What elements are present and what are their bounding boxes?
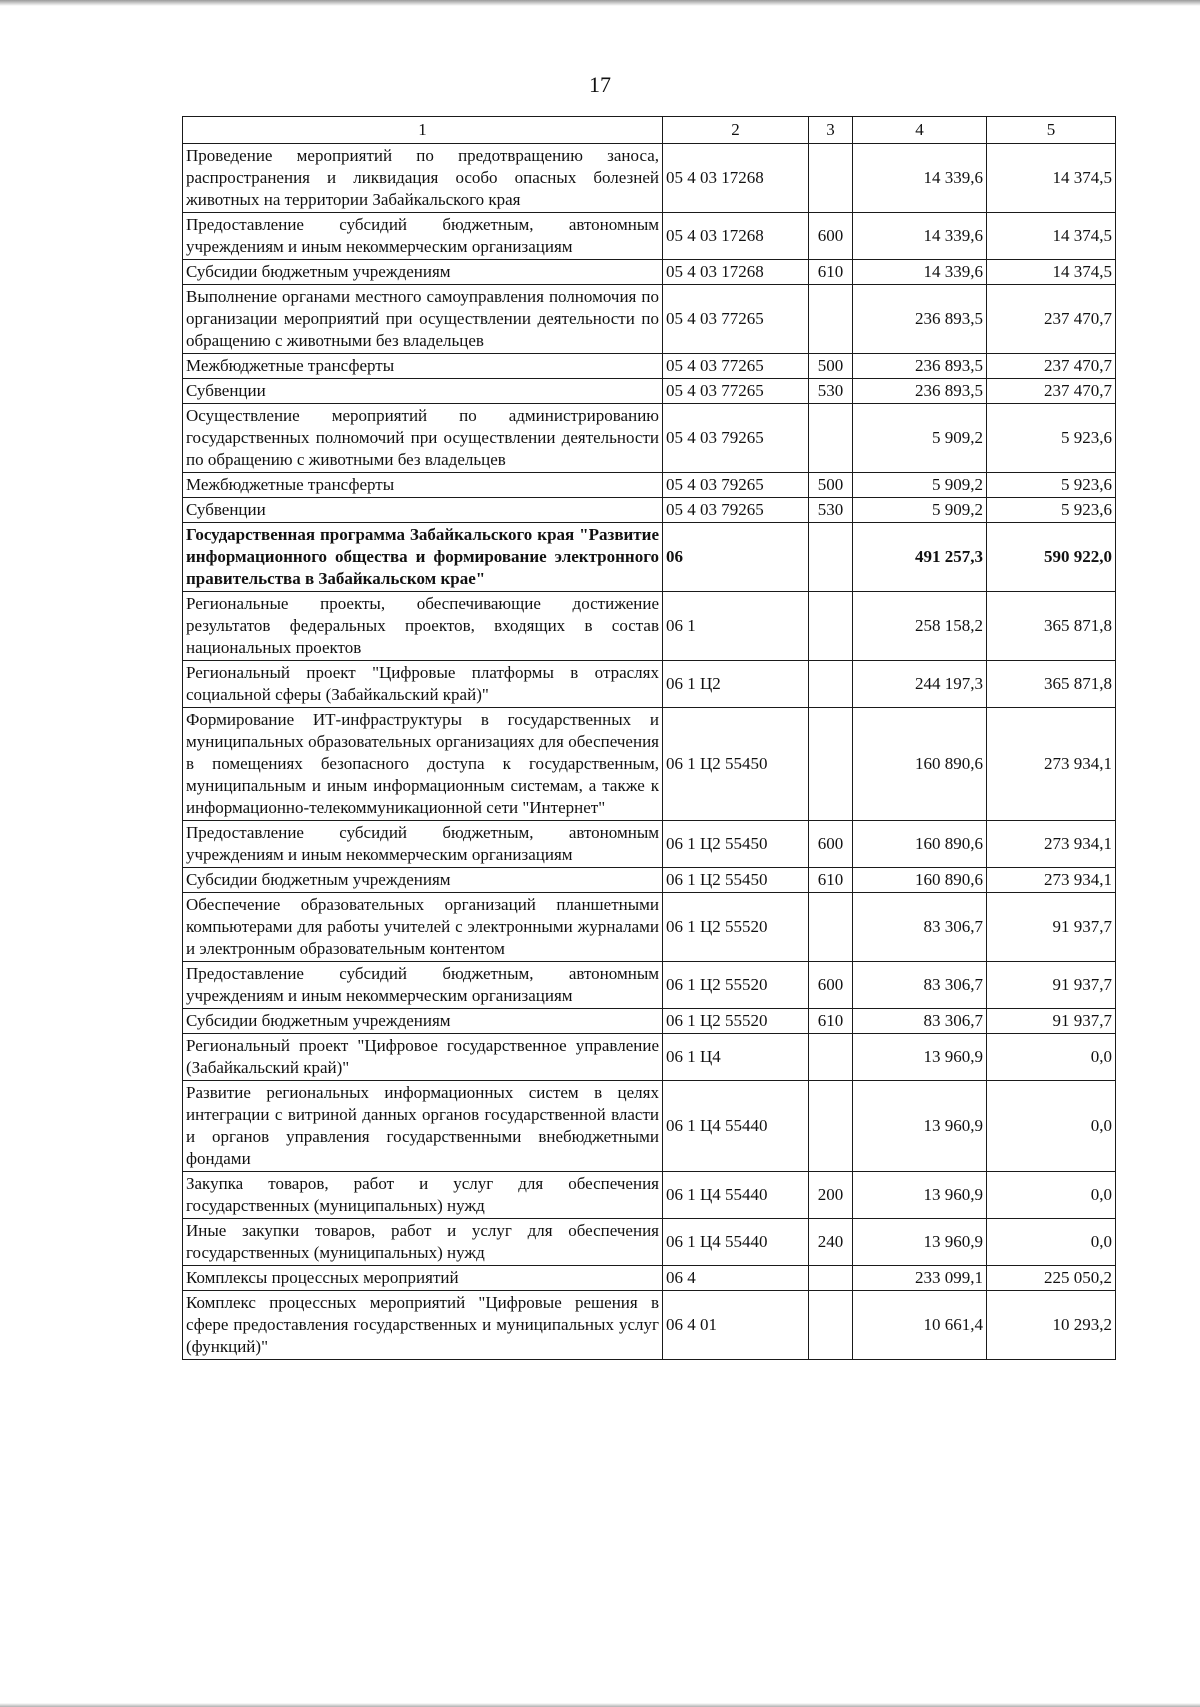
- row-value-col5-cell: 237 470,7: [987, 379, 1116, 404]
- column-header-1: 1: [183, 117, 663, 144]
- row-value-col4-cell: 233 099,1: [853, 1266, 987, 1291]
- row-name-cell: Проведение мероприятий по предотвращению заноса, распространения и ликвидация особо опасных болезней животных на территории Забайкальского края: [183, 144, 663, 213]
- table-row: [183, 1291, 1116, 1360]
- row-value-col4-cell: 14 339,6: [853, 144, 987, 213]
- table-row: [183, 1034, 1116, 1081]
- table-row: [183, 354, 1116, 379]
- row-value-col5-cell: 91 937,7: [987, 893, 1116, 962]
- row-code-cell: 05 4 03 77265: [663, 285, 809, 354]
- row-name-cell: Субсидии бюджетным учреждениям: [183, 260, 663, 285]
- row-type-cell: [809, 661, 853, 708]
- row-type-cell: [809, 1291, 853, 1360]
- row-value-col4-cell: 13 960,9: [853, 1081, 987, 1172]
- column-header-3: 3: [809, 117, 853, 144]
- row-value-col4-cell: 236 893,5: [853, 354, 987, 379]
- row-name-cell: Предоставление субсидий бюджетным, автономным учреждениям и иным некоммерческим организациям: [183, 962, 663, 1009]
- row-value-col4-cell: 258 158,2: [853, 592, 987, 661]
- row-name-cell: Государственная программа Забайкальского края "Развитие информационного общества и формирование электронного правительства в Забайкальском крае": [183, 523, 663, 592]
- row-value-col5-cell: 365 871,8: [987, 661, 1116, 708]
- scan-edge-bottom: [0, 1703, 1200, 1707]
- row-name-cell: Комплекс процессных мероприятий "Цифровые решения в сфере предоставления государственных и муниципальных услуг (функций)": [183, 1291, 663, 1360]
- row-name-cell: Развитие региональных информационных систем в целях интеграции с витриной данных органов государственной власти и органов управления государственными внебюджетными фондами: [183, 1081, 663, 1172]
- table-row: [183, 473, 1116, 498]
- row-value-col5-cell: 237 470,7: [987, 354, 1116, 379]
- row-value-col4-cell: 160 890,6: [853, 868, 987, 893]
- row-type-cell: [809, 1081, 853, 1172]
- row-code-cell: 05 4 03 79265: [663, 473, 809, 498]
- row-name-cell: Межбюджетные трансферты: [183, 354, 663, 379]
- table-row: [183, 285, 1116, 354]
- table-row: [183, 523, 1116, 592]
- row-value-col4-cell: 14 339,6: [853, 260, 987, 285]
- table-row: [183, 821, 1116, 868]
- table-row: [183, 144, 1116, 213]
- column-header-5: 5: [987, 117, 1116, 144]
- row-type-cell: [809, 285, 853, 354]
- table-row: [183, 1081, 1116, 1172]
- row-value-col4-cell: 236 893,5: [853, 379, 987, 404]
- row-code-cell: 05 4 03 17268: [663, 260, 809, 285]
- table-row: [183, 498, 1116, 523]
- row-value-col5-cell: 0,0: [987, 1172, 1116, 1219]
- page-number: 17: [589, 72, 611, 97]
- row-code-cell: 06 1 Ц4 55440: [663, 1172, 809, 1219]
- row-code-cell: 06 1 Ц4: [663, 1034, 809, 1081]
- table-row: [183, 404, 1116, 473]
- row-code-cell: 06 1 Ц2: [663, 661, 809, 708]
- row-code-cell: 05 4 03 17268: [663, 144, 809, 213]
- scan-edge-top: [0, 0, 1200, 6]
- row-value-col5-cell: 237 470,7: [987, 285, 1116, 354]
- row-value-col5-cell: 5 923,6: [987, 473, 1116, 498]
- row-value-col5-cell: 91 937,7: [987, 962, 1116, 1009]
- column-header-2: 2: [663, 117, 809, 144]
- row-type-cell: 600: [809, 821, 853, 868]
- row-value-col5-cell: 273 934,1: [987, 708, 1116, 821]
- row-name-cell: Комплексы процессных мероприятий: [183, 1266, 663, 1291]
- row-value-col4-cell: 14 339,6: [853, 213, 987, 260]
- row-value-col5-cell: 5 923,6: [987, 404, 1116, 473]
- row-value-col4-cell: 83 306,7: [853, 893, 987, 962]
- row-value-col5-cell: 273 934,1: [987, 821, 1116, 868]
- row-type-cell: 610: [809, 260, 853, 285]
- row-value-col5-cell: 14 374,5: [987, 260, 1116, 285]
- row-type-cell: 500: [809, 473, 853, 498]
- row-value-col5-cell: 14 374,5: [987, 144, 1116, 213]
- row-type-cell: 500: [809, 354, 853, 379]
- row-type-cell: [809, 404, 853, 473]
- table-row: [183, 592, 1116, 661]
- table-header-row: [183, 117, 1116, 144]
- row-name-cell: Субвенции: [183, 498, 663, 523]
- row-code-cell: 06 1 Ц2 55520: [663, 962, 809, 1009]
- row-value-col4-cell: 5 909,2: [853, 473, 987, 498]
- row-value-col5-cell: 5 923,6: [987, 498, 1116, 523]
- row-code-cell: 06 1 Ц4 55440: [663, 1081, 809, 1172]
- table-row: [183, 893, 1116, 962]
- table-row: [183, 661, 1116, 708]
- table-row: [183, 1219, 1116, 1266]
- row-value-col4-cell: 10 661,4: [853, 1291, 987, 1360]
- row-type-cell: 530: [809, 498, 853, 523]
- row-value-col5-cell: 225 050,2: [987, 1266, 1116, 1291]
- row-code-cell: 06 1 Ц2 55520: [663, 1009, 809, 1034]
- row-code-cell: 05 4 03 77265: [663, 379, 809, 404]
- row-type-cell: 610: [809, 1009, 853, 1034]
- row-code-cell: 06 1 Ц4 55440: [663, 1219, 809, 1266]
- row-code-cell: 05 4 03 79265: [663, 498, 809, 523]
- row-code-cell: 06: [663, 523, 809, 592]
- row-value-col5-cell: 365 871,8: [987, 592, 1116, 661]
- row-value-col4-cell: 83 306,7: [853, 1009, 987, 1034]
- row-code-cell: 06 1: [663, 592, 809, 661]
- row-code-cell: 06 4: [663, 1266, 809, 1291]
- row-value-col5-cell: 91 937,7: [987, 1009, 1116, 1034]
- row-type-cell: 600: [809, 962, 853, 1009]
- row-value-col5-cell: 273 934,1: [987, 868, 1116, 893]
- row-type-cell: [809, 893, 853, 962]
- row-type-cell: 200: [809, 1172, 853, 1219]
- row-name-cell: Формирование ИТ-инфраструктуры в государственных и муниципальных образовательных организациях для обеспечения в помещениях безопасного доступа к государственным, муниципальным и иным информационным системам, а также к информационно-телекоммуникационной сети "Интернет": [183, 708, 663, 821]
- row-value-col4-cell: 236 893,5: [853, 285, 987, 354]
- row-name-cell: Выполнение органами местного самоуправления полномочия по организации мероприятий при осуществлении деятельности по обращению с животными без владельцев: [183, 285, 663, 354]
- row-name-cell: Субвенции: [183, 379, 663, 404]
- table-row: [183, 868, 1116, 893]
- row-code-cell: 06 1 Ц2 55450: [663, 708, 809, 821]
- table-row: [183, 213, 1116, 260]
- row-value-col4-cell: 5 909,2: [853, 498, 987, 523]
- row-value-col5-cell: 0,0: [987, 1219, 1116, 1266]
- row-type-cell: 600: [809, 213, 853, 260]
- row-value-col4-cell: 13 960,9: [853, 1034, 987, 1081]
- row-type-cell: [809, 708, 853, 821]
- column-header-4: 4: [853, 117, 987, 144]
- row-type-cell: 240: [809, 1219, 853, 1266]
- row-type-cell: 610: [809, 868, 853, 893]
- row-type-cell: [809, 1034, 853, 1081]
- row-name-cell: Предоставление субсидий бюджетным, автономным учреждениям и иным некоммерческим организациям: [183, 821, 663, 868]
- row-type-cell: [809, 1266, 853, 1291]
- row-value-col5-cell: 590 922,0: [987, 523, 1116, 592]
- row-type-cell: [809, 523, 853, 592]
- row-name-cell: Региональные проекты, обеспечивающие достижение результатов федеральных проектов, входящих в состав национальных проектов: [183, 592, 663, 661]
- row-type-cell: 530: [809, 379, 853, 404]
- row-code-cell: 06 1 Ц2 55520: [663, 893, 809, 962]
- row-type-cell: [809, 592, 853, 661]
- row-name-cell: Закупка товаров, работ и услуг для обеспечения государственных (муниципальных) нужд: [183, 1172, 663, 1219]
- row-name-cell: Обеспечение образовательных организаций планшетными компьютерами для работы учителей с электронными журналами и электронным образовательным контентом: [183, 893, 663, 962]
- budget-table: [182, 116, 1116, 1360]
- row-value-col4-cell: 13 960,9: [853, 1219, 987, 1266]
- row-name-cell: Субсидии бюджетным учреждениям: [183, 1009, 663, 1034]
- row-name-cell: Региональный проект "Цифровое государственное управление (Забайкальский край)": [183, 1034, 663, 1081]
- row-code-cell: 05 4 03 79265: [663, 404, 809, 473]
- row-code-cell: 06 1 Ц2 55450: [663, 821, 809, 868]
- row-value-col5-cell: 10 293,2: [987, 1291, 1116, 1360]
- row-value-col4-cell: 491 257,3: [853, 523, 987, 592]
- row-value-col5-cell: 0,0: [987, 1034, 1116, 1081]
- row-value-col5-cell: 14 374,5: [987, 213, 1116, 260]
- table-row: [183, 708, 1116, 821]
- table-row: [183, 1009, 1116, 1034]
- row-type-cell: [809, 144, 853, 213]
- row-code-cell: 05 4 03 17268: [663, 213, 809, 260]
- row-code-cell: 05 4 03 77265: [663, 354, 809, 379]
- row-value-col4-cell: 244 197,3: [853, 661, 987, 708]
- table-row: [183, 1172, 1116, 1219]
- row-code-cell: 06 1 Ц2 55450: [663, 868, 809, 893]
- table-row: [183, 260, 1116, 285]
- row-name-cell: Предоставление субсидий бюджетным, автономным учреждениям и иным некоммерческим организациям: [183, 213, 663, 260]
- row-name-cell: Иные закупки товаров, работ и услуг для обеспечения государственных (муниципальных) нужд: [183, 1219, 663, 1266]
- row-name-cell: Субсидии бюджетным учреждениям: [183, 868, 663, 893]
- row-name-cell: Региональный проект "Цифровые платформы в отраслях социальной сферы (Забайкальский край)": [183, 661, 663, 708]
- row-value-col4-cell: 13 960,9: [853, 1172, 987, 1219]
- row-value-col4-cell: 160 890,6: [853, 821, 987, 868]
- row-value-col5-cell: 0,0: [987, 1081, 1116, 1172]
- row-value-col4-cell: 160 890,6: [853, 708, 987, 821]
- row-name-cell: Осуществление мероприятий по администрированию государственных полномочий при осуществлении деятельности по обращению с животными без владельцев: [183, 404, 663, 473]
- table-row: [183, 962, 1116, 1009]
- row-name-cell: Межбюджетные трансферты: [183, 473, 663, 498]
- row-code-cell: 06 4 01: [663, 1291, 809, 1360]
- row-value-col4-cell: 83 306,7: [853, 962, 987, 1009]
- table-row: [183, 1266, 1116, 1291]
- row-value-col4-cell: 5 909,2: [853, 404, 987, 473]
- table-row: [183, 379, 1116, 404]
